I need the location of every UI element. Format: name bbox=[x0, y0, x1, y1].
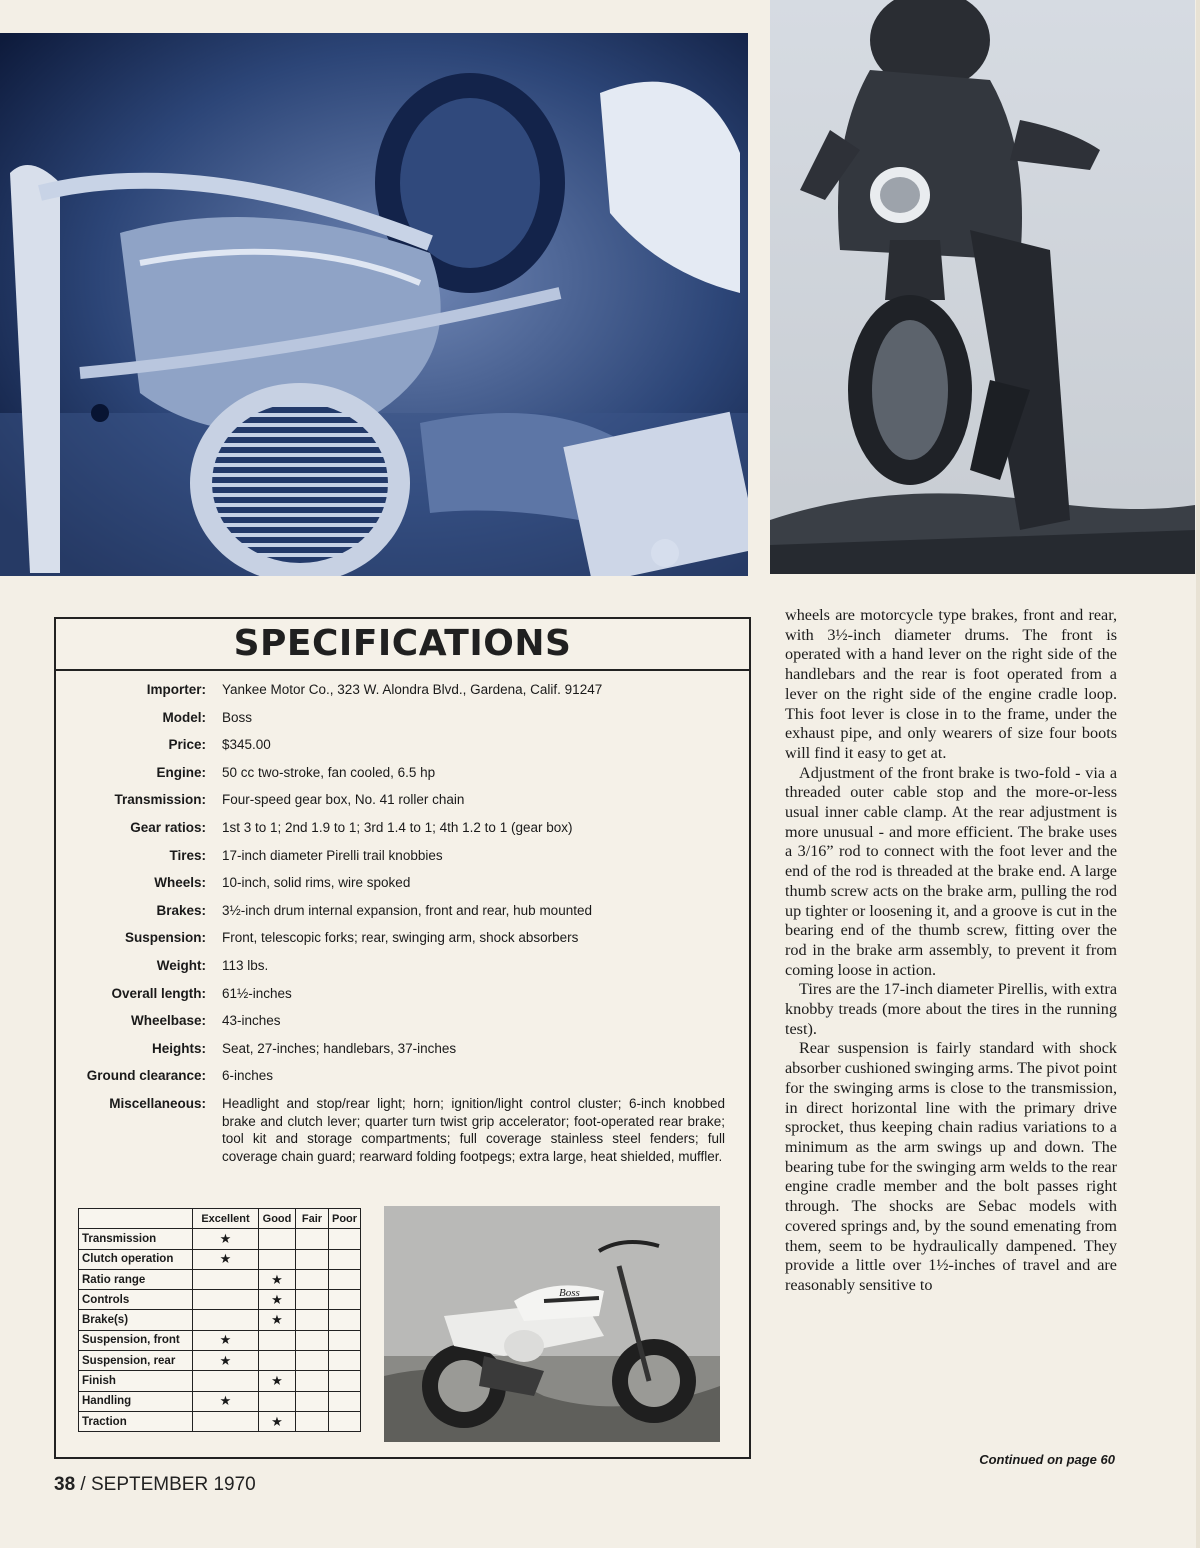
rating-criterion: Suspension, rear bbox=[79, 1351, 193, 1371]
spec-row bbox=[56, 957, 749, 975]
spec-row bbox=[56, 847, 749, 865]
rating-mark-cell: ★ bbox=[193, 1391, 259, 1411]
specifications-box bbox=[54, 617, 751, 1459]
issue-date: / SEPTEMBER 1970 bbox=[80, 1474, 256, 1495]
article-column bbox=[785, 606, 1117, 1296]
spec-label: Miscellaneous: bbox=[109, 1095, 206, 1111]
spec-value: 17-inch diameter Pirelli trail knobbies bbox=[222, 847, 443, 863]
rating-criterion: Traction bbox=[79, 1411, 193, 1431]
spec-label: Overall length: bbox=[111, 985, 206, 1001]
spec-label: Engine: bbox=[156, 764, 206, 780]
spec-row bbox=[56, 874, 749, 892]
rating-col-poor: Poor bbox=[329, 1209, 361, 1229]
rating-row bbox=[79, 1330, 361, 1350]
rating-mark-cell bbox=[296, 1249, 329, 1269]
spec-label: Transmission: bbox=[114, 792, 206, 808]
spec-row bbox=[56, 709, 749, 727]
spec-row bbox=[56, 764, 749, 782]
article-paragraph: Rear suspension is fairly standard with shock absorber cushioned swinging arms. The pivot point for the swinging arms is close to the transmission, in direct horizontal line with the primary drive sprocket, thus keeping chain radius variations to a minimum as the arm swings up and down. The bearing tube for the swinging arm welds to the rear engine cradle member and the bolt passes right through. The shocks are Sebac models with covered springs and, by the sound emenating from them, seem to be hydraulically dampened. They provide a little over 1½-inches of travel and are reasonably sensitive to bbox=[785, 1039, 1117, 1294]
rating-criterion: Ratio range bbox=[79, 1269, 193, 1289]
continued-note: Continued on page 60 bbox=[979, 1452, 1115, 1467]
spec-value: Yankee Motor Co., 323 W. Alondra Blvd., Gardena, Calif. 91247 bbox=[222, 682, 603, 697]
rating-criterion: Brake(s) bbox=[79, 1310, 193, 1330]
rating-mark-cell bbox=[329, 1330, 361, 1350]
rating-mark-cell: ★ bbox=[259, 1411, 296, 1431]
rating-table bbox=[78, 1208, 361, 1432]
rating-mark-cell bbox=[193, 1269, 259, 1289]
spec-row bbox=[56, 1040, 749, 1058]
rating-mark-cell: ★ bbox=[193, 1229, 259, 1249]
spec-row bbox=[56, 929, 749, 947]
spec-value: Seat, 27-inches; handlebars, 37-inches bbox=[222, 1040, 457, 1056]
spec-label: Gear ratios: bbox=[130, 819, 206, 835]
spec-label: Importer: bbox=[146, 682, 206, 697]
spec-row bbox=[56, 736, 749, 754]
spec-value: 6-inches bbox=[222, 1068, 274, 1084]
specifications-title: SPECIFICATIONS bbox=[56, 619, 749, 671]
spec-row bbox=[56, 1067, 749, 1085]
rating-col-fair: Fair bbox=[296, 1209, 329, 1229]
spec-value: 1st 3 to 1; 2nd 1.9 to 1; 3rd 1.4 to 1; 4th 1.2 to 1 (gear box) bbox=[222, 819, 573, 835]
page-edge bbox=[1196, 0, 1200, 1548]
minibike-badge-text: Boss bbox=[559, 1287, 580, 1299]
spec-value: Boss bbox=[222, 709, 253, 725]
spec-row bbox=[56, 985, 749, 1003]
rating-row bbox=[79, 1411, 361, 1431]
article-paragraph: wheels are motorcycle type brakes, front and rear, with 3½-inch diameter drums. The front is operated with a hand lever on the right side of the handlebars and the rear is foot operated from a lever on the right side of the engine cradle loop. This foot lever is close in to the frame, under the exhaust pipe, and only wearers of size four boots will find it easy to get at. bbox=[785, 606, 1117, 762]
spec-row bbox=[56, 902, 749, 920]
rating-mark-cell: ★ bbox=[259, 1290, 296, 1310]
rating-mark-cell bbox=[296, 1391, 329, 1411]
rating-mark-cell bbox=[259, 1351, 296, 1371]
rating-mark-cell bbox=[259, 1249, 296, 1269]
spec-value: 10-inch, solid rims, wire spoked bbox=[222, 875, 411, 891]
spec-row bbox=[56, 1012, 749, 1030]
rating-row bbox=[79, 1269, 361, 1289]
rating-mark-cell: ★ bbox=[193, 1351, 259, 1371]
spec-value: 61½-inches bbox=[222, 985, 292, 1001]
spec-row bbox=[56, 681, 749, 699]
rating-row bbox=[79, 1229, 361, 1249]
rating-col-good: Good bbox=[259, 1209, 296, 1229]
article-paragraph: Adjustment of the front brake is two-fold - via a threaded outer cable stop and the more-or-less usual inner cable clamp. At the rear adjustment is more unusual - and more efficient. The brake uses a 3/16” rod to connect with the foot lever and the end of the rod is threaded at the brake end. A large thumb screw acts on the brake arm, pulling the rod up tighter or loosening it, and a groove is cut in the bearing end of the thumb screw, fitting over the rod in the brake arm assembly, to prevent it from coming loose in action. bbox=[785, 763, 1117, 979]
article-paragraph: Tires are the 17-inch diameter Pirellis, with extra knobby treads (more about the tires in the running test). bbox=[785, 980, 1117, 1038]
rating-mark-cell bbox=[329, 1290, 361, 1310]
page-number: 38 bbox=[54, 1474, 76, 1495]
spec-label: Wheelbase: bbox=[130, 1013, 206, 1029]
spec-value: 50 cc two-stroke, fan cooled, 6.5 hp bbox=[222, 764, 436, 780]
minibike-photo bbox=[384, 1206, 720, 1442]
spec-value: 113 lbs. bbox=[222, 957, 269, 973]
rating-mark-cell bbox=[296, 1411, 329, 1431]
rating-mark-cell bbox=[193, 1290, 259, 1310]
rating-row bbox=[79, 1249, 361, 1269]
spec-row bbox=[56, 1095, 749, 1165]
rating-mark-cell bbox=[296, 1330, 329, 1350]
rating-criterion: Suspension, front bbox=[79, 1330, 193, 1350]
spec-value: Front, telescopic forks; rear, swinging arm, shock absorbers bbox=[222, 930, 579, 946]
rating-row bbox=[79, 1371, 361, 1391]
spec-label: Model: bbox=[162, 709, 206, 725]
spec-row bbox=[56, 819, 749, 837]
rating-criterion: Transmission bbox=[79, 1229, 193, 1249]
rating-mark-cell bbox=[329, 1310, 361, 1330]
rating-col-excellent: Excellent bbox=[193, 1209, 259, 1229]
rating-mark-cell: ★ bbox=[259, 1310, 296, 1330]
rating-header-row bbox=[79, 1209, 361, 1229]
rating-mark-cell bbox=[329, 1411, 361, 1431]
rating-mark-cell bbox=[329, 1391, 361, 1411]
rating-mark-cell bbox=[329, 1229, 361, 1249]
rating-criterion: Handling bbox=[79, 1391, 193, 1411]
rating-mark-cell bbox=[329, 1249, 361, 1269]
rating-criterion: Controls bbox=[79, 1290, 193, 1310]
spec-label: Suspension: bbox=[124, 930, 206, 946]
rating-corner-cell bbox=[79, 1209, 193, 1229]
page-folio bbox=[54, 1474, 256, 1496]
rating-row bbox=[79, 1290, 361, 1310]
rider-action-photo bbox=[770, 0, 1195, 574]
rating-mark-cell: ★ bbox=[193, 1249, 259, 1269]
rating-mark-cell bbox=[296, 1269, 329, 1289]
rating-mark-cell bbox=[296, 1229, 329, 1249]
engine-closeup-photo bbox=[0, 33, 748, 576]
spec-value: Headlight and stop/rear light; horn; ignition/light control cluster; 6-inch knobbed brake and clutch lever; quarter turn twist grip accelerator; foot-operated rear brake; tool kit and storage compartments; full coverage stainless steel fenders; full coverage chain guard; rearward folding footpegs; extra large, heat shielded, muffler. bbox=[222, 1095, 725, 1164]
rating-mark-cell bbox=[296, 1310, 329, 1330]
rating-mark-cell bbox=[329, 1269, 361, 1289]
rating-criterion: Clutch operation bbox=[79, 1249, 193, 1269]
rating-mark-cell bbox=[193, 1310, 259, 1330]
spec-label: Heights: bbox=[152, 1040, 206, 1056]
rating-row bbox=[79, 1310, 361, 1330]
rating-mark-cell: ★ bbox=[193, 1330, 259, 1350]
rating-mark-cell bbox=[259, 1330, 296, 1350]
spec-label: Weight: bbox=[156, 957, 206, 973]
specifications-list bbox=[56, 681, 749, 1175]
spec-value: 43-inches bbox=[222, 1013, 281, 1029]
spec-label: Tires: bbox=[169, 847, 206, 863]
spec-value: Four-speed gear box, No. 41 roller chain bbox=[222, 792, 465, 808]
spec-label: Ground clearance: bbox=[86, 1068, 206, 1084]
spec-value: 3½-inch drum internal expansion, front and rear, hub mounted bbox=[222, 902, 592, 918]
rating-mark-cell bbox=[296, 1290, 329, 1310]
rating-mark-cell bbox=[193, 1371, 259, 1391]
rating-mark-cell bbox=[296, 1371, 329, 1391]
rating-row bbox=[79, 1391, 361, 1411]
rating-mark-cell bbox=[193, 1411, 259, 1431]
spec-label: Wheels: bbox=[154, 875, 206, 891]
spec-row bbox=[56, 791, 749, 809]
rating-mark-cell bbox=[329, 1371, 361, 1391]
rating-mark-cell bbox=[259, 1391, 296, 1411]
spec-label: Price: bbox=[168, 737, 206, 753]
rating-row bbox=[79, 1351, 361, 1371]
rating-mark-cell: ★ bbox=[259, 1371, 296, 1391]
spec-label: Brakes: bbox=[156, 902, 206, 918]
spec-value: $345.00 bbox=[222, 737, 271, 753]
rating-mark-cell: ★ bbox=[259, 1269, 296, 1289]
rating-mark-cell bbox=[296, 1351, 329, 1371]
rating-criterion: Finish bbox=[79, 1371, 193, 1391]
rating-mark-cell bbox=[329, 1351, 361, 1371]
rating-mark-cell bbox=[259, 1229, 296, 1249]
